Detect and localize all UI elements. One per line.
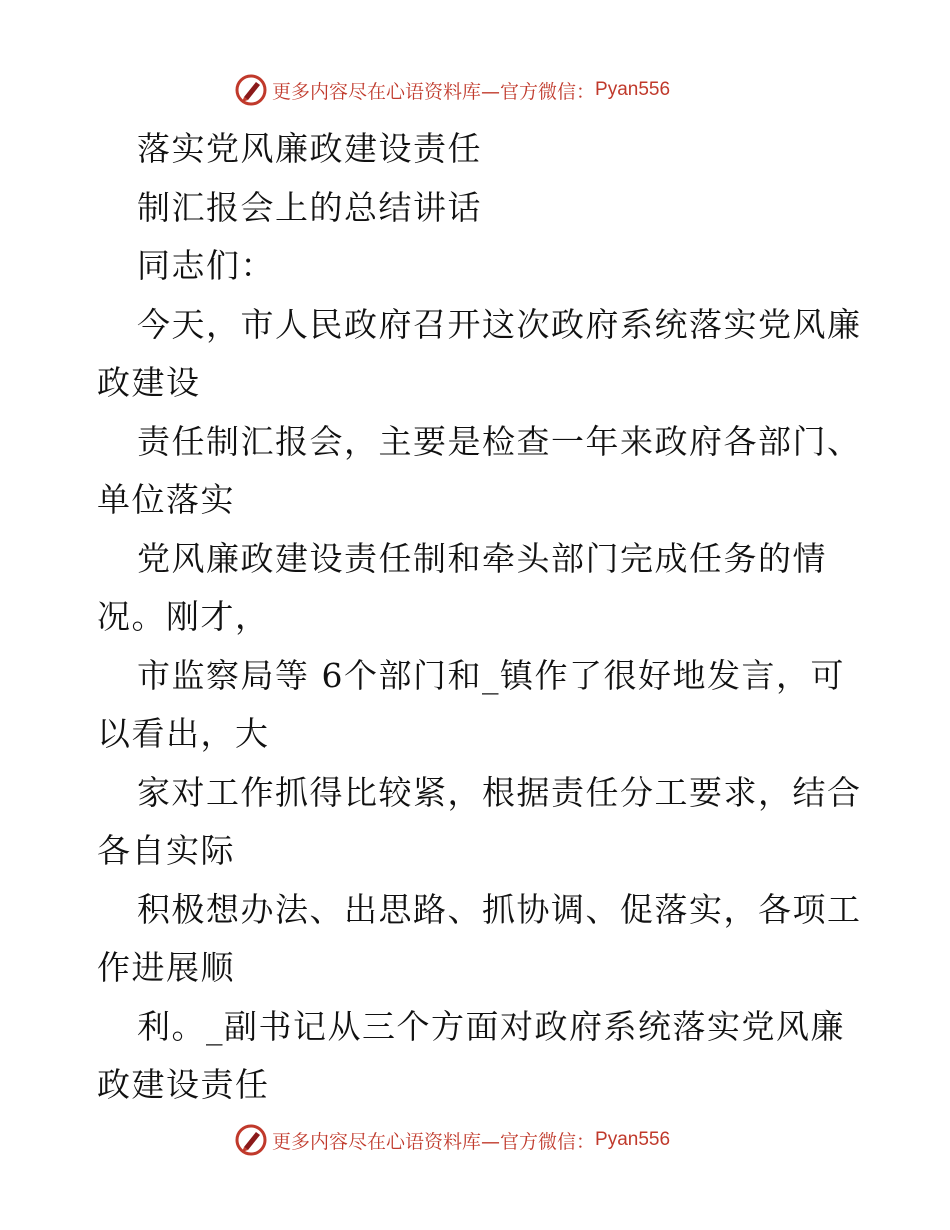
document-line: 责任制汇报会，主要是检查一年来政府各部门、 xyxy=(137,421,862,461)
document-line: 单位落实 xyxy=(97,480,235,519)
document-line: 今天，市人民政府召开这次政府系统落实党风廉 xyxy=(137,304,862,344)
document-line: 况。刚才， xyxy=(97,597,270,636)
pen-logo-icon xyxy=(234,1123,268,1157)
document-line: 积极想办法、出思路、抓协调、促落实，各项工 xyxy=(137,889,862,929)
document-line: 市监察局等 6个部门和_镇作了很好地发言，可 xyxy=(137,655,845,695)
document-line: 政建设责任 xyxy=(97,1065,270,1104)
document-line: 家对工作抓得比较紧，根据责任分工要求，结合 xyxy=(137,772,862,812)
document-line: 同志们： xyxy=(137,246,275,285)
watermark-text: 更多内容尽在心语资料库—官方微信： xyxy=(272,1130,596,1153)
document-line: 党风廉政建设责任制和牵头部门完成任务的情 xyxy=(137,538,827,578)
watermark-text: 更多内容尽在心语资料库—官方微信： xyxy=(272,80,596,103)
document-line: 作进展顺 xyxy=(97,948,235,987)
document-line: 制汇报会上的总结讲话 xyxy=(137,187,482,227)
document-line: 各自实际 xyxy=(97,831,235,870)
pen-logo-icon xyxy=(234,73,268,107)
watermark-banner-top xyxy=(234,72,670,108)
document-body xyxy=(97,120,877,1115)
document-line: 政建设 xyxy=(97,363,201,402)
document-line: 利。_副书记从三个方面对政府系统落实党风廉 xyxy=(137,1006,845,1046)
document-line: 落实党风廉政建设责任 xyxy=(137,129,482,168)
watermark-wechat-id: Pyan556 xyxy=(595,1129,671,1150)
document-line: 以看出，大 xyxy=(97,714,270,753)
watermark-wechat-id: Pyan556 xyxy=(595,79,671,100)
watermark-banner-bottom xyxy=(234,1122,670,1158)
